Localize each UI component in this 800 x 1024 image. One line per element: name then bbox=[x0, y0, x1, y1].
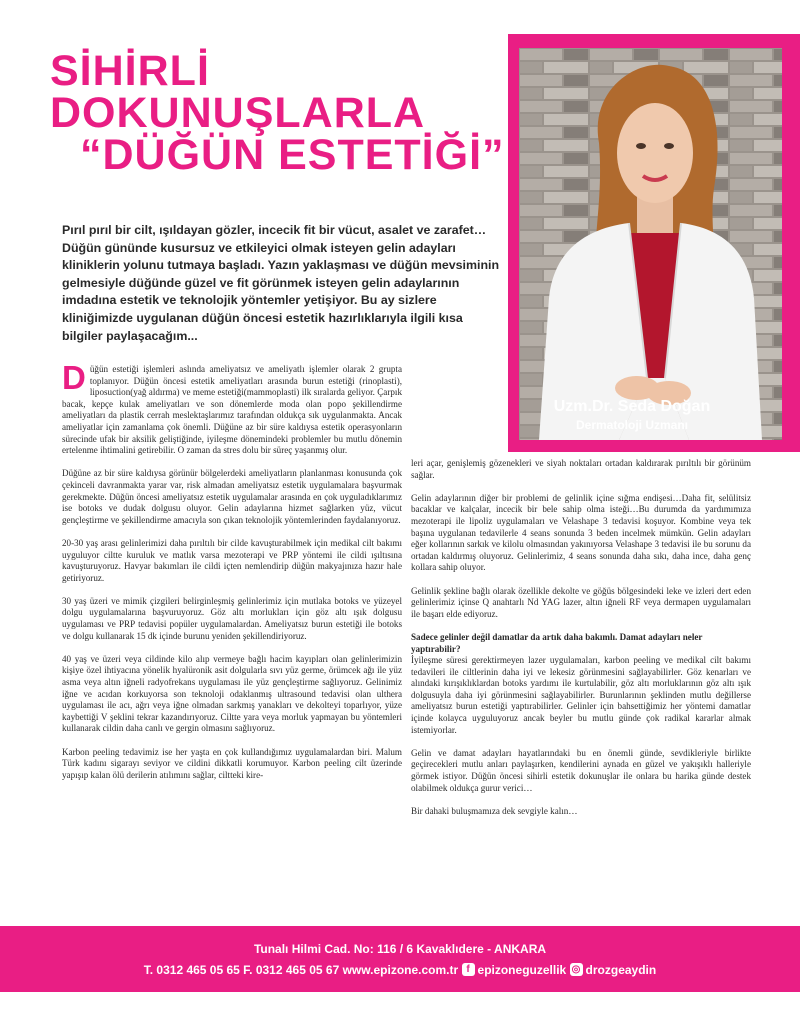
doctor-title: Dermatoloji Uzmanı bbox=[575, 418, 689, 432]
paragraph-9: Gelinlik şekline bağlı olarak özellikle dekolte ve göğüs bölgesindeki leke ve izleri dert eden gelinlerimiz içinse Q anahtarlı Nd YAG lazer, altın iğneli RF veya dermapen uygulamaları ile başarı elde ediyoruz. bbox=[411, 585, 751, 619]
article-title bbox=[50, 47, 505, 179]
paragraph-8: Gelin adaylarının diğer bir problemi de gelinlik içine sığma endişesi…Daha fit, selülitsiz bacaklar ve kalçalar, incecik bir bele sahip olma isteği…Bu durumda da yardımımıza mezoterapi ile lipoliz uygulamaları ve Velashape 3 tedavisi koşuyor. Kombine veya tek başına uygulanan tedavilerle 4 seans sonunda 3 beden incelmek mümkün. Gelin adayları eğer kollarının sarkık ve kilolu olmasından yakınıyorsa Velashape 3 tedavisi ile bu sorunu da ortadan kaldırmış oluyoruz. Gelinlerimiz, 4 seans sonunda daha sıkı, daha ince, daha genç kollara sahip oluyor. bbox=[411, 492, 751, 573]
intro-paragraph: Pırıl pırıl bir cilt, ışıldayan gözler, incecik fit bir vücut, asalet ve zarafet… Düğün gününde kusursuz ve etkileyici olmak isteyen gelin adayları kliniklerin yolunu tutmaya başladı. Yazın yaklaşması ve düğün mevsiminin gelmesiyle düğünde güzel ve fit görünmek isteyen gelin adaylarının imdadına estetik ve teknolojik yöntemler yetişiyor. Bu ay sizlere kliniğimizde uygulanan düğün öncesi estetik hazırlıklarıyla ilgili kısa bilgiler paylaşacağım... bbox=[62, 223, 500, 343]
footer-phone: T. 0312 465 05 65 F. 0312 465 05 67 bbox=[143, 962, 340, 977]
paragraph-1: Düğün estetiği işlemleri aslında ameliyatsız ve ameliyatlı işlemler olarak 2 grupta toplanıyor. Düğün öncesi estetik ameliyatları arasında burun estetiği (rinoplasti), liposuction(yağ aldırma) ve meme estetiği(mammoplasti) ilk sıralarda geliyor. Çarpık bacak, kepçe kulak ameliyatları ve son dönemlerde moda olan popo şekillendirme ameliyatları da plastik cerrah meslektaşlarımız tarafından oldukça sık uygulanmakta. Ancak ameliyatlar için zamanlama çok önemli. Düğüne az bir süre kaldıysa estetik operasyonların sürecinde ufak bir aksilik geliştiğinde, iyileşme dönemindeki problemler bu mutlu dönemin ertelenme ihtimalini getirebilir. O zaman da stres dolu bir süreç yaşanmış olur. bbox=[62, 359, 402, 456]
paragraph-2: Düğüne az bir süre kaldıysa görünür bölgelerdeki ameliyatların planlanması konusunda çok çekinceli davranmakta yarar var, risk almadan ameliyatsız estetik uygulamalara başvurmak gerekmekte. Düğün öncesi ameliyatsız estetik uygulamalar arasında en çok uyguladıklarımız ise botoks ve dudak dolgusu oluyor. Gelin adaylarına hizmet sağlarken yüz, vücut gençleştirme ve şekillendirme amacıyla son çıkan teknolojik yöntemlerinden faydalanıyoruz. bbox=[62, 468, 402, 525]
footer-banner bbox=[0, 926, 800, 992]
paragraph-6: Karbon peeling tedavimiz ise her yaşta en çok kullandığımız uygulamalardan biri. Malum Türk kadını sigarayı seviyor ve cildini dikkatli korumuyor. Karbon peeling cilt üzerinde yapışıp kalan ölü derilerin atılımını sağlar, ciltteki kire- bbox=[62, 746, 402, 780]
instagram-icon: ◎ bbox=[570, 963, 583, 976]
title-line-2: DOKUNUŞLARLA bbox=[50, 89, 426, 137]
article-column-left bbox=[62, 359, 402, 793]
article-column-right bbox=[411, 458, 751, 829]
paragraph-12: Bir dahaki buluşmamıza dek sevgiyle kalın… bbox=[411, 805, 578, 816]
footer-address: Tunalı Hilmi Cad. No: 116 / 6 Kavaklıdere - ANKARA bbox=[253, 942, 547, 956]
footer-website[interactable]: www.epizone.com.tr bbox=[342, 962, 459, 977]
paragraph-4: 30 yaş üzeri ve mimik çizgileri belirginleşmiş gelinlerimiz için mutlaka botoks ve yüzeyel dolgu uygulamalarına başvuruyoruz. Göz altı morlukları için göz altı ışık dolgusu uygulaması ve PRP tedavisi popüler uygulamalardan. Ameliyatsız burun estetiği ile botoks ve dolgu kullanarak 15 dk içinde burunu yeniden şekillendiriyoruz. bbox=[62, 595, 402, 641]
footer-instagram[interactable]: drozgeaydin bbox=[585, 962, 657, 977]
title-line-1: SİHİRLİ bbox=[50, 47, 210, 95]
paragraph-7: leri açar, genişlemiş gözenekleri ve siyah noktaları ortadan kaldırarak pırıltılı bir görünüm sağlar. bbox=[411, 458, 751, 480]
doctor-name-badge bbox=[532, 398, 732, 432]
paragraph-3: 20-30 yaş arası gelinlerimizi daha pırıltılı bir cilde kavuşturabilmek için medikal cilt bakımı uyguluyor ciltte kuruluk ve matlık varsa mezoterapi ve PRP yöntemi ile cildi ışıltısına kavuşturuyoruz. Havyar bakımları ile cildi içten nemlendirip düğün makyajınıza hazır hale getiriyoruz. bbox=[62, 537, 402, 583]
doctor-name: Uzm.Dr. Seda Doğan bbox=[553, 398, 711, 415]
facebook-icon: f bbox=[462, 963, 475, 976]
footer-facebook[interactable]: epizoneguzellik bbox=[477, 962, 567, 977]
drop-cap: D bbox=[62, 359, 86, 396]
paragraph-10: İyileşme süresi gerektirmeyen lazer uygulamaları, karbon peeling ve medikal cilt bakımı tedavileri ile ciltlerinin daha iyi ve lekesiz görünmesini sağlayabilirler. Göz kenarları ve alındaki kırışıklıklardan botoks yardımı ile kurtulabilir, göz altı morluklarının göz altı ışık dolgusuyla daha iyi görünmesini sağlayabilirler. Burunlarının şeklinden mutlu değillerse ameliyatsız burun estetiği yaptırabilirler. Gelinler için bahsettiğimiz her yöntemi damatlar içinde kolayca uyguluyoruz ancak beyler bu mutlu günde çok radikal kararlar almak istemiyorlar. bbox=[411, 655, 751, 735]
footer-contact bbox=[0, 962, 800, 977]
title-line-3: “DÜĞÜN ESTETİĞİ” bbox=[80, 131, 505, 179]
paragraph-5: 40 yaş ve üzeri veya cildinde kilo alıp vermeye bağlı hacim kayıpları olan gelinlerimizin kişiye özel ihtiyacına yönelik hyalüronik asit dolgularla sıvı yüz germe, örümcek ağı ile yüz asma veya altın iğneli radyofrekans uygulaması ile yüz gençleştirme sağlıyoruz. Gelinimiz iğne ve acıdan korkuyorsa son teknoloji odaklanmış ultrasound tedavisi olan ulthera uygulaması ile acı, ağrı veya iğne olmadan sarkmış yanakları ve dekolteyi toparlıyor, yüze kaybettiği V şeklini tekrar kazandırıyoruz. Ciltte yara veya morluk yapmayan bu yöntemleri kullanarak cildin daha canlı ve gergin olmasını sağlıyoruz. bbox=[62, 653, 402, 734]
section-heading: Sadece gelinler değil damatlar da artık daha bakımlı. Damat adayları neler yaptırabilir? bbox=[411, 631, 703, 654]
doctor-photo bbox=[519, 48, 782, 440]
paragraph-11: Gelin ve damat adayları hayatlarındaki bu en önemli günde, sevdikleriyle birlikte geçirecekleri mutlu anları paylaşırken, kendilerini aynada en güzel ve yakışıklı halleriyle görmek istiyor. Düğün öncesi sihirli estetik dokunuşlar ile onlara bu harika günde destek olabilmek oldukça gurur verici… bbox=[411, 747, 751, 793]
